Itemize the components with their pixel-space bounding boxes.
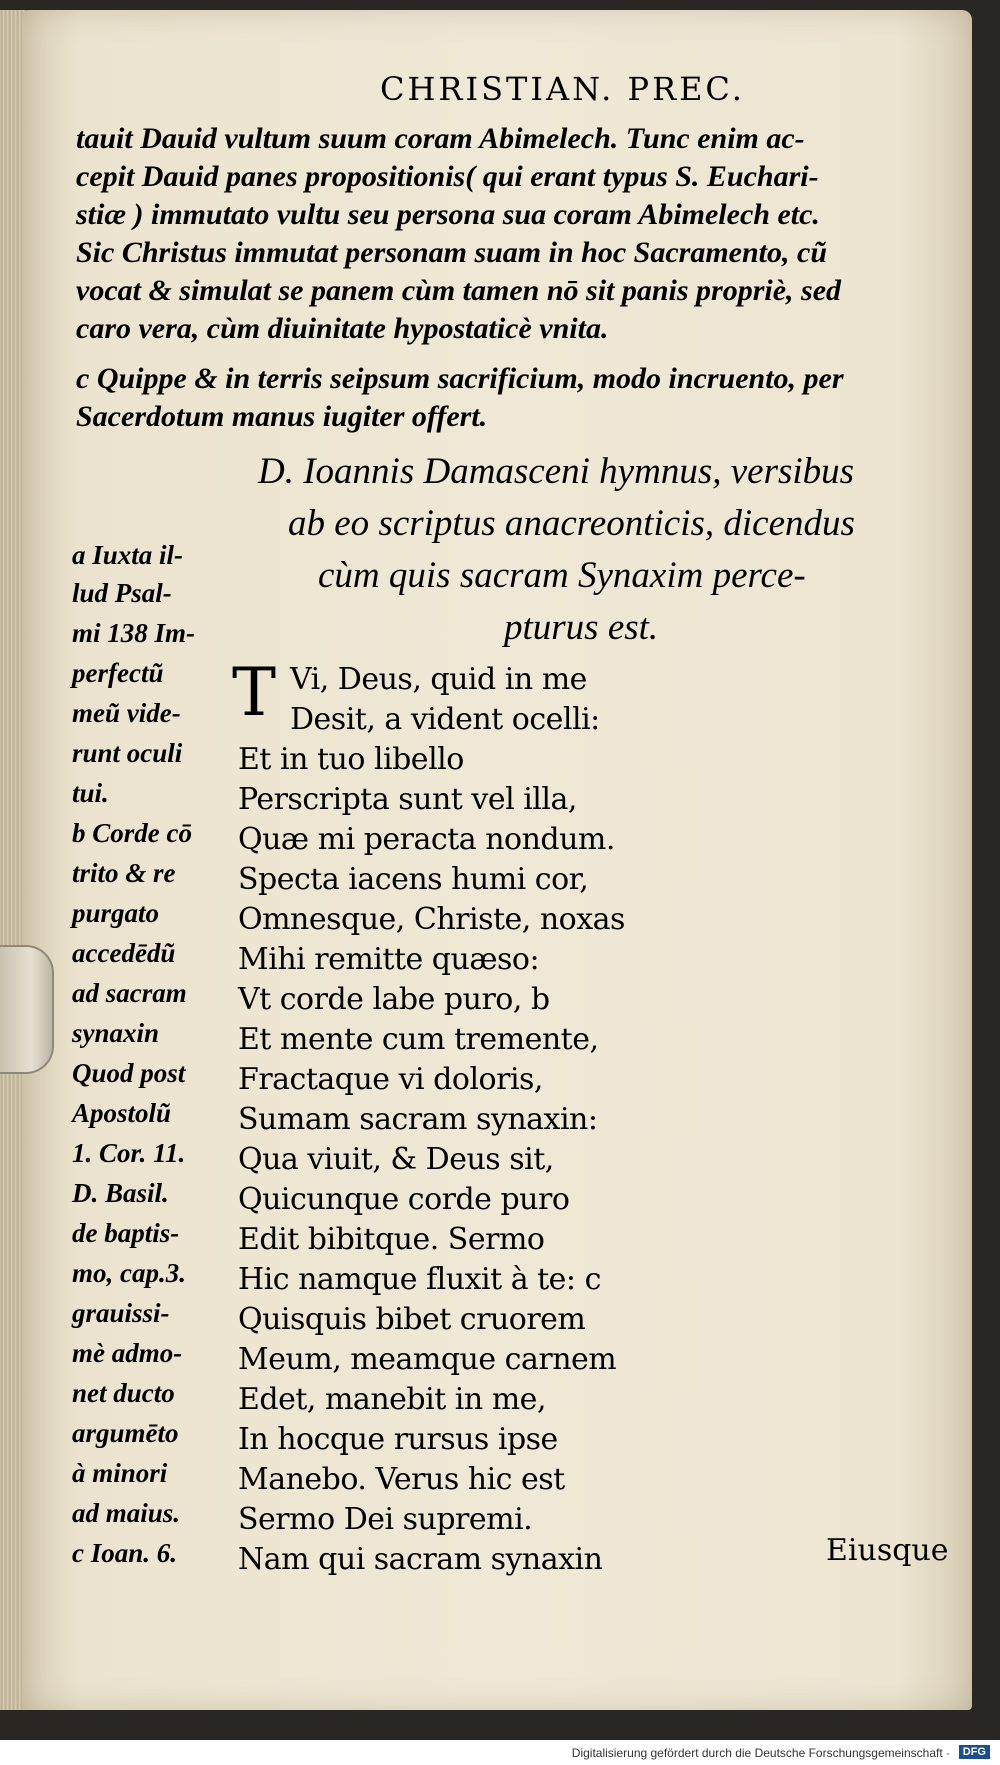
prose-line: tauit Dauid vultum suum coram Abimelech. Tunc enim ac- [76, 122, 805, 155]
prose-line: cepit Dauid panes propositionis( qui erant typus S. Euchari- [76, 160, 819, 193]
margin-note: 1. Cor. 11. [72, 1138, 186, 1168]
margin-note: mo, cap.3. [72, 1258, 186, 1288]
margin-note: runt oculi [72, 738, 183, 768]
hymn-verse: Manebo. Verus hic est [238, 1462, 565, 1497]
margin-note: purgato [72, 898, 160, 928]
hymn-verse: Hic namque fluxit à te: c [238, 1262, 601, 1297]
book-clasp [0, 945, 54, 1074]
prose-line: caro vera, cùm diuinitate hypostaticè vnita. [76, 312, 609, 345]
margin-note: ad maius. [72, 1498, 181, 1528]
margin-note: a Iuxta il- [72, 540, 184, 570]
hymn-verse: Mihi remitte quæso: [238, 942, 540, 977]
hymn-verse: Qua viuit, & Deus sit, [238, 1142, 554, 1177]
dfg-logo: DFG [959, 1745, 990, 1759]
hymn-verse: Sumam sacram synaxin: [238, 1102, 598, 1137]
margin-note: grauissi- [72, 1298, 170, 1328]
margin-note: Apostolũ [72, 1098, 172, 1128]
hymn-verse: Et mente cum tremente, [238, 1022, 599, 1057]
digitization-credit: Digitalisierung gefördert durch die Deutsche Forschungsgemeinschaft · [571, 1746, 950, 1760]
margin-note: mè admo- [72, 1338, 183, 1368]
hymn-verse: Et in tuo libello [238, 742, 464, 777]
margin-note: mi 138 Im- [72, 618, 196, 648]
hymn-verse: Meum, meamque carnem [238, 1342, 617, 1377]
margin-note: ad sacram [72, 978, 187, 1008]
margin-note: de baptis- [72, 1218, 180, 1248]
hymn-title-line: cùm quis sacram Synaxim perce- [318, 555, 806, 596]
catchword: Eiusque [826, 1533, 949, 1568]
prose-line: stiæ ) immutato vultu seu persona sua coram Abimelech etc. [76, 198, 820, 231]
margin-note: trito & re [72, 858, 176, 888]
hymn-verse: Vi, Deus, quid in me [290, 662, 587, 697]
hymn-verse: In hocque rursus ipse [238, 1422, 558, 1457]
hymn-verse: Perscripta sunt vel illa, [238, 782, 577, 817]
hymn-verse: Specta iacens humi cor, [238, 862, 589, 897]
prose-line: Sic Christus immutat personam suam in hoc Sacramento, cũ [76, 236, 828, 269]
hymn-title-line: ab eo scriptus anacreonticis, dicendus [288, 503, 855, 544]
prose-line: vocat & simulat se panem cùm tamen nō sit panis propriè, sed [76, 274, 842, 307]
hymn-verse: Quisquis bibet cruorem [238, 1302, 586, 1337]
hymn-verse: Sermo Dei supremi. [238, 1502, 533, 1537]
hymn-verse: Quicunque corde puro [238, 1182, 570, 1217]
margin-note: meũ vide- [72, 698, 181, 728]
drop-capital: T [232, 654, 277, 731]
margin-note: lud Psal- [72, 578, 172, 608]
hymn-title-line: D. Ioannis Damasceni hymnus, versibus [258, 451, 855, 492]
margin-note: tui. [72, 778, 109, 808]
prose-line: Sacerdotum manus iugiter offert. [76, 400, 488, 433]
margin-note: b Corde cō [72, 818, 192, 848]
hymn-verse: Nam qui sacram synaxin [238, 1542, 603, 1577]
hymn-verse: Omnesque, Christe, noxas [238, 902, 625, 937]
hymn-verse: Desit, a vident ocelli: [290, 702, 600, 737]
margin-note: accedēdũ [72, 938, 176, 968]
margin-note: perfectũ [72, 658, 164, 688]
margin-note: D. Basil. [72, 1178, 169, 1208]
hymn-verse: Edit bibitque. Sermo [238, 1222, 545, 1257]
margin-note: argumēto [72, 1418, 179, 1448]
hymn-verse: Edet, manebit in me, [238, 1382, 546, 1417]
running-title: CHRISTIAN. PREC. [380, 70, 745, 108]
hymn-title-line: pturus est. [504, 607, 659, 648]
hymn-verse: Vt corde labe puro, b [238, 982, 550, 1017]
margin-note: synaxin [72, 1018, 160, 1048]
prose-line: c Quippe & in terris seipsum sacrificium, modo incruento, per [76, 362, 844, 395]
margin-note: Quod post [72, 1058, 186, 1088]
margin-note: c Ioan. 6. [72, 1538, 178, 1568]
margin-note: à minori [72, 1458, 168, 1488]
hymn-verse: Fractaque vi doloris, [238, 1062, 543, 1097]
hymn-verse: Quæ mi peracta nondum. [238, 822, 615, 857]
margin-note: net ducto [72, 1378, 175, 1408]
